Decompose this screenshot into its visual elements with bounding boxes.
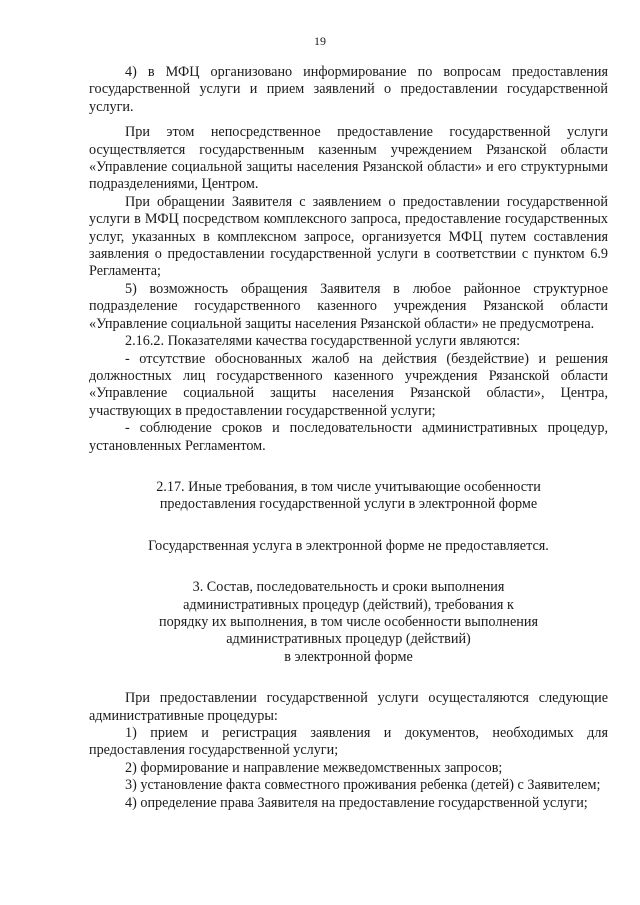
heading-line: административных процедур (действий) (226, 631, 471, 648)
paragraph-quality-indicators: 2.16.2. Показателями качества государственной услуги являются: (125, 333, 521, 350)
paragraph-mfc-info: 4) в МФЦ организовано информирование по вопросам предоставления государственной услуги и прием заявлений о предоставлении государственной услуги. (89, 64, 608, 115)
paragraph-deadlines: - соблюдение сроков и последовательности административных процедур, установленных Регламентом. (89, 420, 608, 454)
document-body (89, 64, 608, 812)
paragraph-procedure-2: 2) формирование и направление межведомственных запросов; (125, 759, 503, 776)
paragraph-procedures-intro: При предоставлении государственной услуги осущесталяются следующие административные процедуры: (89, 690, 608, 724)
heading-line: порядку их выполнения, в том числе особенности выполнения (159, 613, 538, 630)
paragraph-procedure-4: 4) определение права Заявителя на предоставление государственной услуги; (125, 794, 588, 811)
section-heading-3 (89, 579, 608, 666)
heading-line: 3. Состав, последовательность и сроки выполнения (192, 579, 505, 596)
paragraph-no-complaints: - отсутствие обоснованных жалоб на действия (бездействие) и решения должностных лиц государственного казенного учреждения Рязанской области «Управление социальной защиты населения Рязанской области», Центра, участвующих в предоставлении государственной услуги; (89, 350, 608, 419)
heading-line: в электронной форме (284, 648, 413, 665)
paragraph-regional-unit: 5) возможность обращения Заявителя в любое районное структурное подразделение государственного казенного учреждения Рязанской области «Управление социальной защиты населения Рязанской области» не предусмотрена. (89, 280, 608, 332)
heading-line: административных процедур (действий), требования к (183, 596, 514, 613)
section-heading-2-17 (89, 479, 608, 514)
paragraph-procedure-1: 1) прием и регистрация заявления и документов, необходимых для предоставления государственной услуги; (89, 725, 608, 759)
page-number: 19 (314, 34, 326, 48)
heading-line: предоставления государственной услуги в электронной форме (159, 496, 538, 513)
paragraph-complex-request: При обращении Заявителя с заявлением о предоставлении государственной услуги в МФЦ посредством комплексного запроса, предоставление государственных услуг, указанных в комплексном запросе, организуется МФЦ путем составления заявления о предоставлении государственной услуги в соответствии с пунктом 6.9 Регламента; (89, 193, 608, 280)
paragraph-procedure-3: 3) установление факта совместного проживания ребенка (детей) с Заявителем; (125, 777, 601, 794)
heading-line: 2.17. Иные требования, в том числе учитывающие особенности (156, 478, 541, 495)
paragraph-direct-provision: При этом непосредственное предоставление государственной услуги осуществляется государственным казенным учреждением Рязанской области «Управление социальной защиты населения Рязанской области» и его структурными подразделениями, Центром. (89, 124, 608, 193)
paragraph-electronic-form: Государственная услуга в электронной форме не предоставляется. (148, 537, 549, 554)
